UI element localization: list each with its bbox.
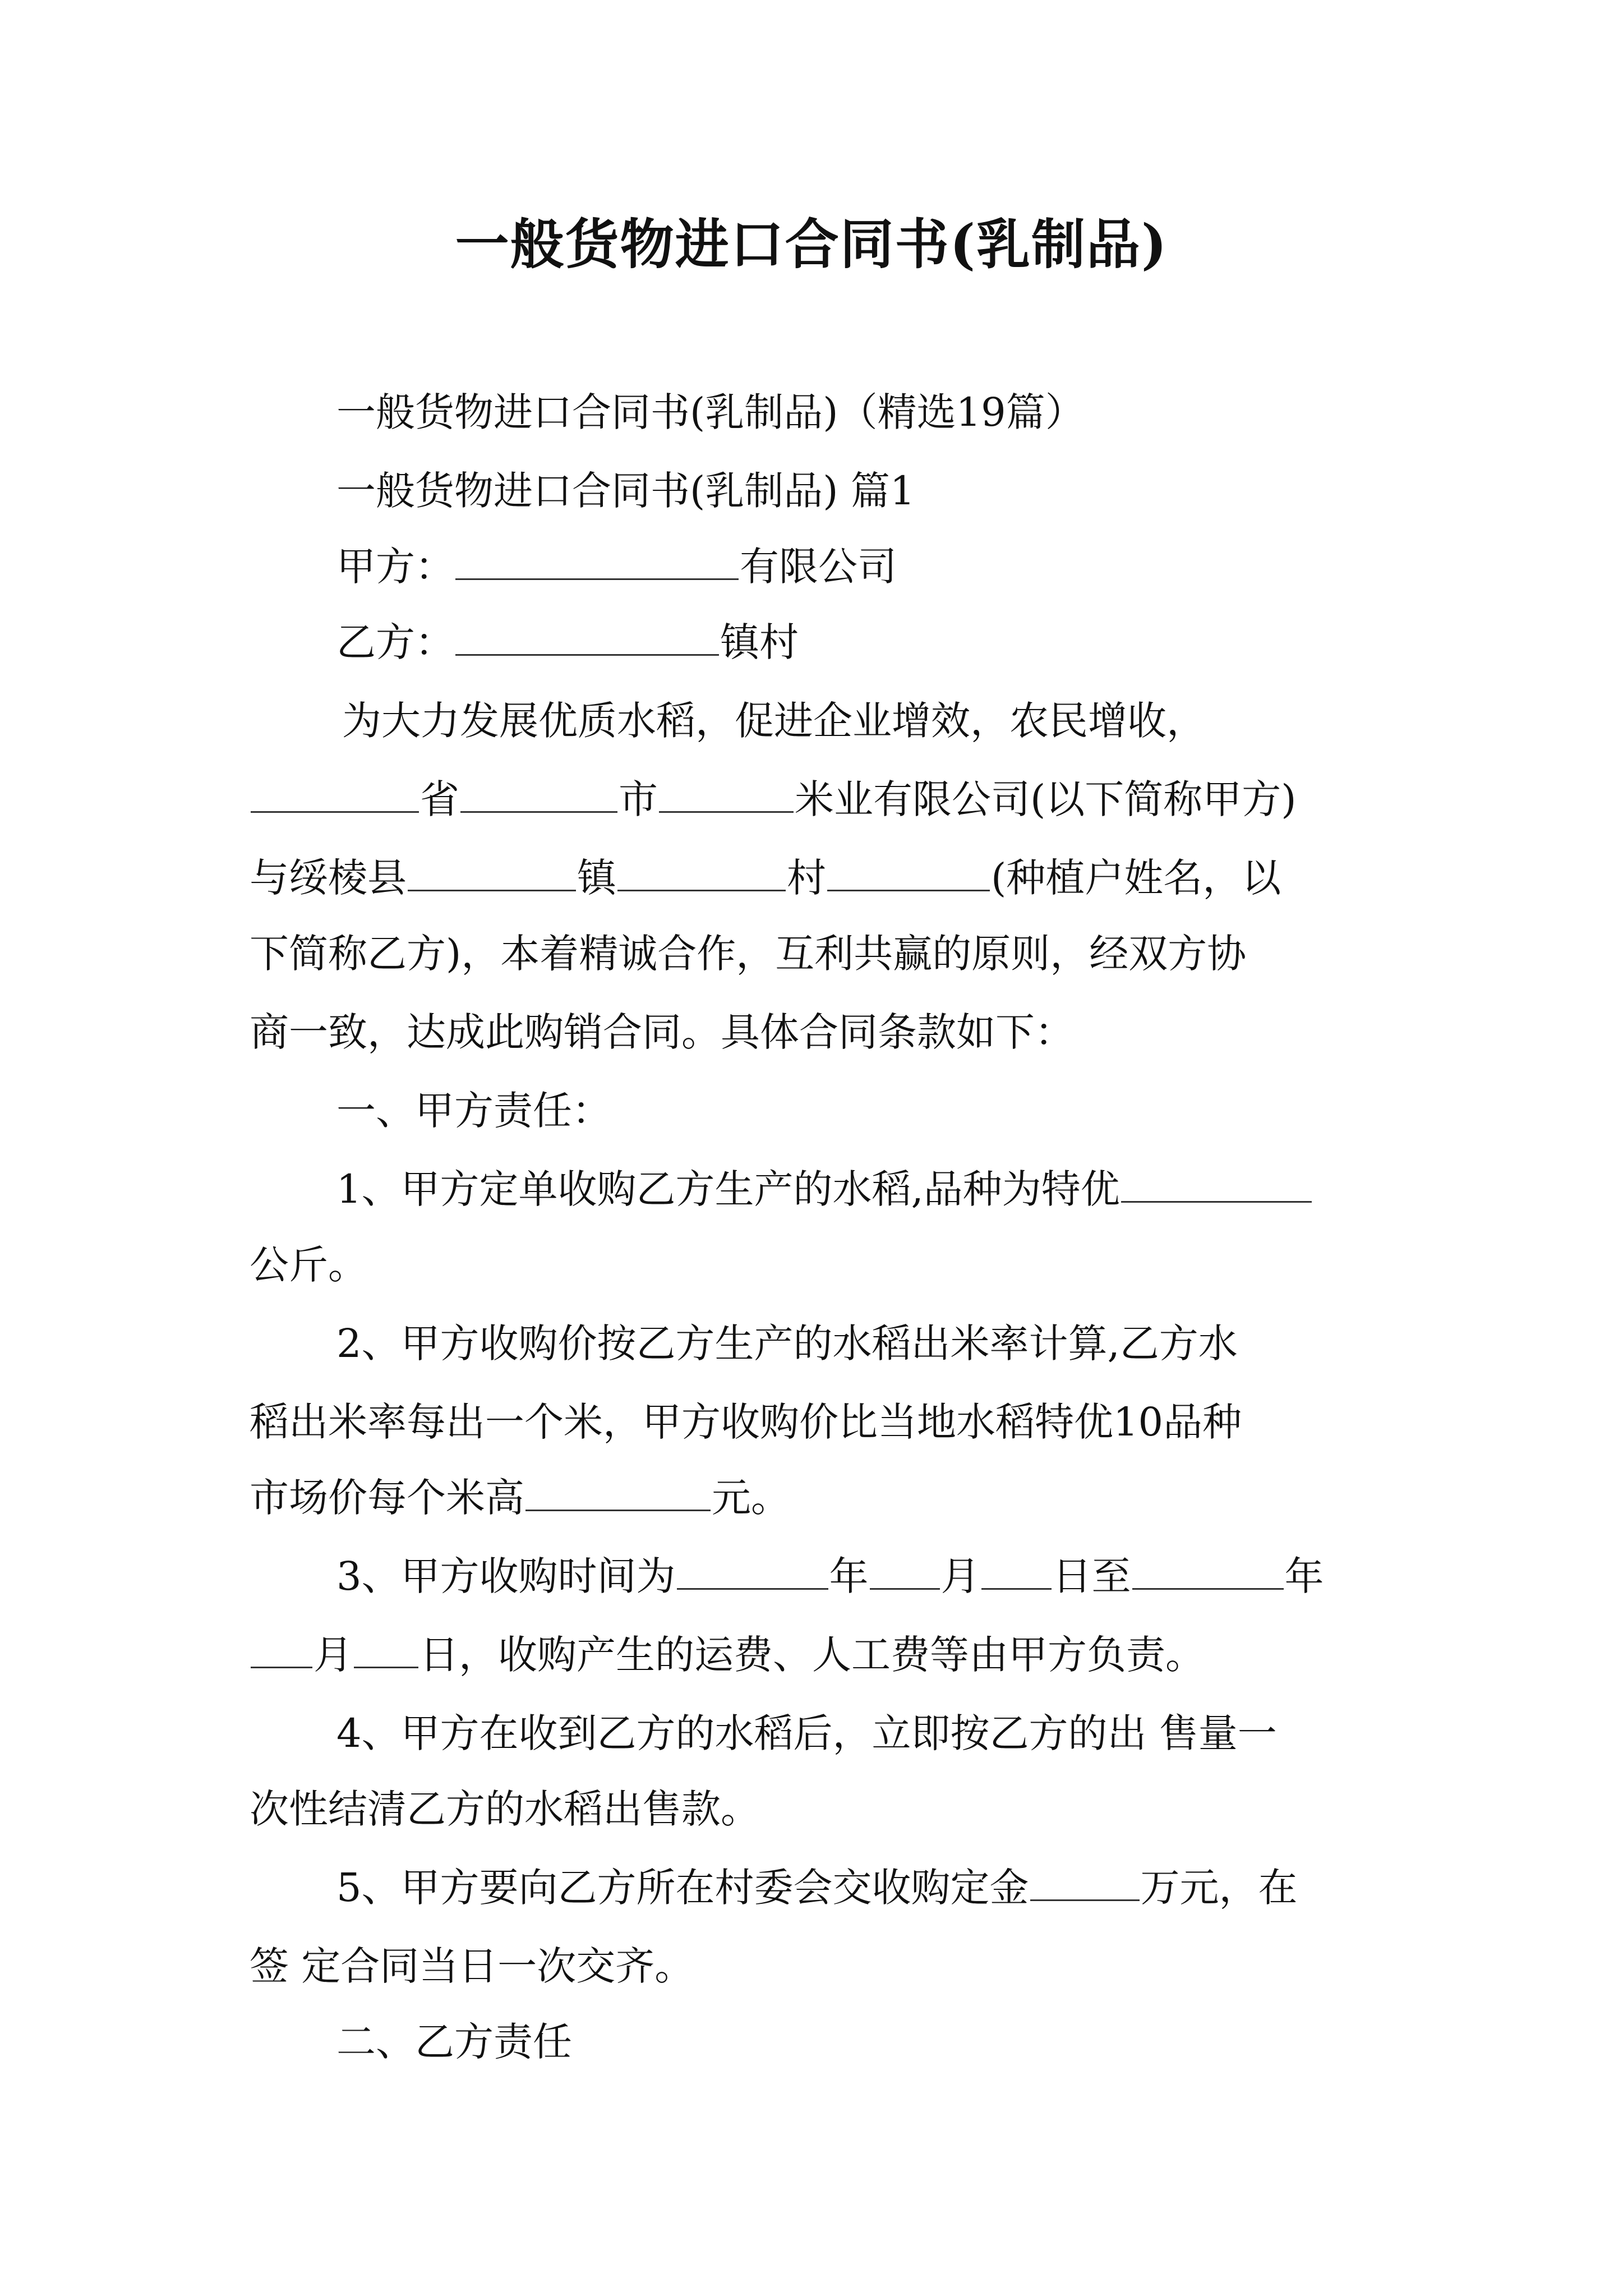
deposit-unit: 万元，在: [1140, 1865, 1298, 1911]
document-title: 一般货物进口合同书(乳制品): [455, 213, 1168, 276]
item3-line-1: [336, 1551, 1394, 1602]
price-blank: [525, 1473, 711, 1511]
company-label: 米业有限公司(以下简称甲方): [795, 776, 1297, 822]
village-label: 村: [787, 855, 826, 901]
section-heading: 一般货物进口合同书(乳制品) 篇1: [336, 468, 915, 514]
intro-line-4: 下简称乙方)，本着精诚合作，互利共赢的原则，经双方协: [250, 931, 1247, 977]
farmer-name-blank: [827, 853, 990, 891]
item5-line-2: 签 定合同当日一次交齐。: [250, 1943, 694, 1989]
party-b-label: 乙方：: [336, 619, 454, 665]
party-a-blank: [455, 541, 739, 580]
item1-text: 1、甲方定单收购乙方生产的水稻,品种为特优: [336, 1166, 1120, 1212]
party-b-suffix: 镇村: [720, 619, 799, 665]
item1-line-1: [336, 1164, 1394, 1214]
company-blank: [659, 774, 794, 813]
item1-line-2: 公斤。: [250, 1242, 367, 1288]
item3-line-2: [250, 1630, 1394, 1680]
end-month-blank: [251, 1630, 312, 1668]
item3-text: 3、甲方收购时间为: [336, 1553, 676, 1599]
province-label: 省: [420, 776, 459, 822]
section1-heading: 一、甲方责任：: [336, 1088, 611, 1134]
intro-line-3: [250, 853, 1394, 903]
start-day-label: 日至: [1052, 1553, 1131, 1599]
farmer-name-label: (种植户姓名，以: [991, 855, 1281, 901]
item4-line-2: 次性结清乙方的水稻出售款。: [250, 1786, 760, 1832]
variety-blank: [1121, 1164, 1312, 1203]
party-a-label: 甲方：: [336, 544, 454, 590]
end-year-label: 年: [1284, 1553, 1324, 1599]
town-label: 镇: [577, 855, 616, 901]
province-blank: [251, 774, 419, 813]
item2-line-3: [250, 1473, 1394, 1523]
item3-end-text: 日，收购产生的运费、人工费等由甲方负责。: [419, 1632, 1205, 1678]
party-a-suffix: 有限公司: [740, 544, 897, 590]
start-month-label: 月: [940, 1553, 980, 1599]
price-unit: 元。: [712, 1475, 790, 1521]
start-year-label: 年: [829, 1553, 869, 1599]
start-year-blank: [677, 1551, 828, 1590]
item5-line-1: [336, 1862, 1394, 1913]
document-subtitle: 一般货物进口合同书(乳制品)（精选19篇）: [336, 389, 1085, 435]
intro-line-1: 为大力发展优质水稻，促进企业增效，农民增收，: [342, 698, 1206, 744]
section2-heading: 二、乙方责任: [336, 2019, 572, 2065]
deposit-blank: [1030, 1862, 1140, 1901]
end-day-blank: [354, 1630, 418, 1668]
intro-line-5: 商一致，达成此购销合同。具体合同条款如下：: [250, 1009, 1074, 1055]
item2-price-text: 市场价每个米高: [250, 1475, 524, 1521]
county-label: 与绥棱县: [250, 855, 407, 901]
town-blank: [408, 853, 576, 891]
end-month-label: 月: [313, 1632, 353, 1678]
party-a-line: [336, 541, 1394, 592]
item2-line-1: 2、甲方收购价按乙方生产的水稻出米率计算,乙方水: [336, 1320, 1238, 1366]
item5-text: 5、甲方要向乙方所在村委会交收购定金: [336, 1865, 1029, 1911]
item4-line-1: 4、甲方在收到乙方的水稻后，立即按乙方的出 售量一: [336, 1710, 1277, 1756]
party-b-blank: [455, 617, 719, 656]
city-label: 市: [619, 776, 658, 822]
party-b-line: [336, 617, 1394, 668]
intro-line-2: [250, 774, 1394, 825]
end-year-blank: [1132, 1551, 1284, 1590]
start-month-blank: [870, 1551, 940, 1590]
village-blank: [617, 853, 786, 891]
start-day-blank: [981, 1551, 1052, 1590]
city-blank: [460, 774, 617, 813]
item2-line-2: 稻出米率每出一个米，甲方收购价比当地水稻特优10品种: [250, 1399, 1242, 1445]
